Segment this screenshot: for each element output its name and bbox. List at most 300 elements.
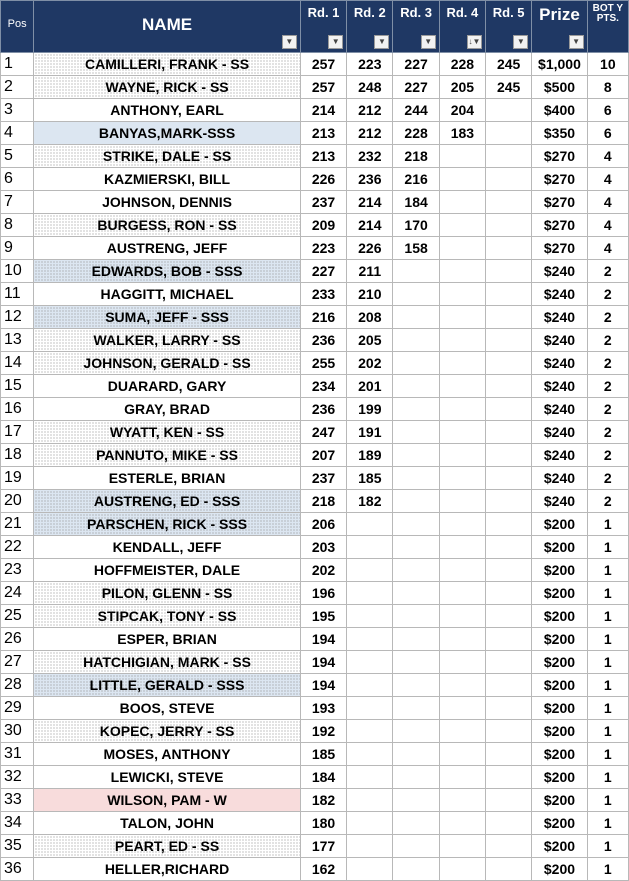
- cell-rd4[interactable]: [439, 467, 485, 490]
- cell-rd4[interactable]: [439, 490, 485, 513]
- cell-rd2[interactable]: 226: [347, 237, 393, 260]
- cell-pos[interactable]: 20: [1, 490, 34, 513]
- cell-boty[interactable]: 2: [587, 444, 628, 467]
- cell-prize[interactable]: $200: [532, 674, 587, 697]
- cell-pos[interactable]: 12: [1, 306, 34, 329]
- cell-boty[interactable]: 2: [587, 467, 628, 490]
- cell-name[interactable]: JOHNSON, GERALD - SS: [34, 352, 301, 375]
- cell-boty[interactable]: 8: [587, 76, 628, 99]
- cell-rd2[interactable]: 232: [347, 145, 393, 168]
- cell-rd3[interactable]: [393, 260, 439, 283]
- name-filter-dropdown-icon[interactable]: ▼: [282, 35, 297, 49]
- cell-prize[interactable]: $200: [532, 651, 587, 674]
- cell-rd2[interactable]: 182: [347, 490, 393, 513]
- cell-pos[interactable]: 18: [1, 444, 34, 467]
- cell-pos[interactable]: 19: [1, 467, 34, 490]
- cell-prize[interactable]: $200: [532, 812, 587, 835]
- cell-name[interactable]: AUSTRENG, JEFF: [34, 237, 301, 260]
- cell-rd2[interactable]: 212: [347, 99, 393, 122]
- cell-rd4[interactable]: 228: [439, 53, 485, 76]
- cell-pos[interactable]: 25: [1, 605, 34, 628]
- cell-rd3[interactable]: 216: [393, 168, 439, 191]
- cell-boty[interactable]: 2: [587, 329, 628, 352]
- cell-prize[interactable]: $200: [532, 582, 587, 605]
- rd1-filter-dropdown-icon[interactable]: ▼: [328, 35, 343, 49]
- cell-rd2[interactable]: [347, 835, 393, 858]
- cell-prize[interactable]: $270: [532, 168, 587, 191]
- cell-name[interactable]: DUARARD, GARY: [34, 375, 301, 398]
- cell-pos[interactable]: 24: [1, 582, 34, 605]
- cell-rd3[interactable]: 184: [393, 191, 439, 214]
- cell-prize[interactable]: $270: [532, 214, 587, 237]
- cell-prize[interactable]: $240: [532, 260, 587, 283]
- cell-name[interactable]: WALKER, LARRY - SS: [34, 329, 301, 352]
- cell-rd2[interactable]: [347, 858, 393, 881]
- cell-boty[interactable]: 2: [587, 375, 628, 398]
- cell-rd2[interactable]: 214: [347, 214, 393, 237]
- cell-boty[interactable]: 4: [587, 145, 628, 168]
- cell-name[interactable]: BOOS, STEVE: [34, 697, 301, 720]
- cell-rd1[interactable]: 218: [300, 490, 346, 513]
- cell-rd3[interactable]: 158: [393, 237, 439, 260]
- cell-pos[interactable]: 4: [1, 122, 34, 145]
- cell-rd1[interactable]: 202: [300, 559, 346, 582]
- cell-rd1[interactable]: 226: [300, 168, 346, 191]
- cell-rd2[interactable]: 208: [347, 306, 393, 329]
- cell-prize[interactable]: $240: [532, 329, 587, 352]
- cell-pos[interactable]: 11: [1, 283, 34, 306]
- cell-pos[interactable]: 16: [1, 398, 34, 421]
- cell-rd3[interactable]: [393, 490, 439, 513]
- cell-name[interactable]: ESTERLE, BRIAN: [34, 467, 301, 490]
- cell-boty[interactable]: 1: [587, 513, 628, 536]
- cell-rd5[interactable]: [486, 191, 532, 214]
- cell-pos[interactable]: 36: [1, 858, 34, 881]
- cell-rd1[interactable]: 182: [300, 789, 346, 812]
- cell-rd3[interactable]: [393, 513, 439, 536]
- cell-rd5[interactable]: [486, 697, 532, 720]
- cell-pos[interactable]: 9: [1, 237, 34, 260]
- cell-pos[interactable]: 6: [1, 168, 34, 191]
- cell-rd4[interactable]: [439, 835, 485, 858]
- cell-rd1[interactable]: 216: [300, 306, 346, 329]
- cell-rd3[interactable]: [393, 536, 439, 559]
- cell-rd1[interactable]: 209: [300, 214, 346, 237]
- cell-rd5[interactable]: [486, 536, 532, 559]
- cell-prize[interactable]: $200: [532, 720, 587, 743]
- cell-rd3[interactable]: [393, 398, 439, 421]
- cell-prize[interactable]: $200: [532, 513, 587, 536]
- cell-rd3[interactable]: 244: [393, 99, 439, 122]
- cell-boty[interactable]: 1: [587, 605, 628, 628]
- cell-name[interactable]: AUSTRENG, ED - SSS: [34, 490, 301, 513]
- cell-rd3[interactable]: [393, 720, 439, 743]
- cell-name[interactable]: PEART, ED - SS: [34, 835, 301, 858]
- cell-rd4[interactable]: [439, 260, 485, 283]
- cell-rd3[interactable]: [393, 582, 439, 605]
- cell-rd2[interactable]: 189: [347, 444, 393, 467]
- cell-rd1[interactable]: 214: [300, 99, 346, 122]
- cell-rd5[interactable]: [486, 283, 532, 306]
- cell-rd2[interactable]: [347, 674, 393, 697]
- cell-rd4[interactable]: [439, 651, 485, 674]
- cell-pos[interactable]: 27: [1, 651, 34, 674]
- cell-name[interactable]: PILON, GLENN - SS: [34, 582, 301, 605]
- cell-name[interactable]: TALON, JOHN: [34, 812, 301, 835]
- cell-rd5[interactable]: [486, 789, 532, 812]
- cell-rd1[interactable]: 255: [300, 352, 346, 375]
- cell-pos[interactable]: 35: [1, 835, 34, 858]
- cell-name[interactable]: WILSON, PAM - W: [34, 789, 301, 812]
- cell-rd5[interactable]: [486, 168, 532, 191]
- cell-rd1[interactable]: 223: [300, 237, 346, 260]
- cell-boty[interactable]: 4: [587, 191, 628, 214]
- cell-rd4[interactable]: [439, 283, 485, 306]
- cell-rd2[interactable]: [347, 513, 393, 536]
- cell-rd5[interactable]: [486, 628, 532, 651]
- cell-boty[interactable]: 4: [587, 214, 628, 237]
- cell-prize[interactable]: $270: [532, 237, 587, 260]
- cell-rd5[interactable]: [486, 720, 532, 743]
- cell-rd2[interactable]: 201: [347, 375, 393, 398]
- cell-rd4[interactable]: [439, 329, 485, 352]
- cell-rd1[interactable]: 236: [300, 329, 346, 352]
- cell-rd2[interactable]: [347, 651, 393, 674]
- cell-rd4[interactable]: [439, 444, 485, 467]
- cell-prize[interactable]: $240: [532, 352, 587, 375]
- cell-rd5[interactable]: [486, 766, 532, 789]
- cell-rd1[interactable]: 177: [300, 835, 346, 858]
- cell-name[interactable]: BURGESS, RON - SS: [34, 214, 301, 237]
- cell-name[interactable]: HATCHIGIAN, MARK - SS: [34, 651, 301, 674]
- cell-rd5[interactable]: [486, 237, 532, 260]
- cell-rd2[interactable]: 185: [347, 467, 393, 490]
- cell-rd3[interactable]: 227: [393, 53, 439, 76]
- cell-boty[interactable]: 1: [587, 674, 628, 697]
- cell-name[interactable]: KENDALL, JEFF: [34, 536, 301, 559]
- cell-prize[interactable]: $350: [532, 122, 587, 145]
- cell-pos[interactable]: 22: [1, 536, 34, 559]
- cell-prize[interactable]: $240: [532, 283, 587, 306]
- cell-rd1[interactable]: 184: [300, 766, 346, 789]
- cell-rd3[interactable]: [393, 605, 439, 628]
- cell-rd1[interactable]: 213: [300, 122, 346, 145]
- cell-boty[interactable]: 1: [587, 697, 628, 720]
- cell-pos[interactable]: 13: [1, 329, 34, 352]
- cell-rd4[interactable]: [439, 789, 485, 812]
- cell-boty[interactable]: 1: [587, 789, 628, 812]
- cell-boty[interactable]: 4: [587, 168, 628, 191]
- cell-pos[interactable]: 31: [1, 743, 34, 766]
- cell-name[interactable]: BANYAS,MARK-SSS: [34, 122, 301, 145]
- cell-boty[interactable]: 2: [587, 398, 628, 421]
- cell-boty[interactable]: 1: [587, 720, 628, 743]
- cell-rd3[interactable]: [393, 306, 439, 329]
- cell-rd1[interactable]: 207: [300, 444, 346, 467]
- rd4-sort-filter-icon[interactable]: ↓▼: [467, 35, 482, 49]
- cell-pos[interactable]: 14: [1, 352, 34, 375]
- cell-rd2[interactable]: [347, 789, 393, 812]
- cell-rd4[interactable]: [439, 306, 485, 329]
- cell-rd5[interactable]: 245: [486, 76, 532, 99]
- cell-name[interactable]: EDWARDS, BOB - SSS: [34, 260, 301, 283]
- cell-rd5[interactable]: [486, 352, 532, 375]
- cell-rd3[interactable]: [393, 697, 439, 720]
- cell-rd1[interactable]: 237: [300, 191, 346, 214]
- cell-rd5[interactable]: [486, 559, 532, 582]
- cell-rd5[interactable]: [486, 835, 532, 858]
- cell-name[interactable]: KAZMIERSKI, BILL: [34, 168, 301, 191]
- cell-pos[interactable]: 17: [1, 421, 34, 444]
- cell-rd4[interactable]: [439, 743, 485, 766]
- cell-pos[interactable]: 8: [1, 214, 34, 237]
- cell-name[interactable]: LITTLE, GERALD - SSS: [34, 674, 301, 697]
- cell-rd5[interactable]: [486, 99, 532, 122]
- cell-rd4[interactable]: [439, 697, 485, 720]
- cell-rd2[interactable]: 236: [347, 168, 393, 191]
- cell-rd2[interactable]: 212: [347, 122, 393, 145]
- cell-name[interactable]: SUMA, JEFF - SSS: [34, 306, 301, 329]
- cell-rd3[interactable]: [393, 674, 439, 697]
- cell-rd5[interactable]: [486, 306, 532, 329]
- cell-rd4[interactable]: [439, 812, 485, 835]
- cell-rd4[interactable]: [439, 237, 485, 260]
- cell-rd2[interactable]: 248: [347, 76, 393, 99]
- cell-rd2[interactable]: [347, 628, 393, 651]
- cell-rd3[interactable]: [393, 559, 439, 582]
- cell-rd2[interactable]: [347, 812, 393, 835]
- cell-rd5[interactable]: [486, 513, 532, 536]
- cell-rd2[interactable]: [347, 743, 393, 766]
- cell-rd1[interactable]: 237: [300, 467, 346, 490]
- cell-rd5[interactable]: [486, 812, 532, 835]
- cell-prize[interactable]: $200: [532, 835, 587, 858]
- cell-rd4[interactable]: [439, 559, 485, 582]
- cell-rd5[interactable]: [486, 467, 532, 490]
- cell-prize[interactable]: $200: [532, 559, 587, 582]
- cell-pos[interactable]: 10: [1, 260, 34, 283]
- cell-boty[interactable]: 2: [587, 352, 628, 375]
- cell-boty[interactable]: 1: [587, 536, 628, 559]
- cell-rd4[interactable]: [439, 421, 485, 444]
- cell-rd2[interactable]: [347, 536, 393, 559]
- cell-prize[interactable]: $200: [532, 743, 587, 766]
- cell-prize[interactable]: $240: [532, 398, 587, 421]
- cell-pos[interactable]: 5: [1, 145, 34, 168]
- cell-rd1[interactable]: 193: [300, 697, 346, 720]
- cell-pos[interactable]: 7: [1, 191, 34, 214]
- cell-rd4[interactable]: [439, 605, 485, 628]
- cell-rd1[interactable]: 236: [300, 398, 346, 421]
- cell-name[interactable]: STIPCAK, TONY - SS: [34, 605, 301, 628]
- cell-rd4[interactable]: [439, 352, 485, 375]
- cell-rd3[interactable]: [393, 421, 439, 444]
- cell-boty[interactable]: 2: [587, 260, 628, 283]
- rd2-filter-dropdown-icon[interactable]: ▼: [374, 35, 389, 49]
- cell-rd3[interactable]: 170: [393, 214, 439, 237]
- cell-rd1[interactable]: 257: [300, 76, 346, 99]
- cell-prize[interactable]: $200: [532, 697, 587, 720]
- cell-rd2[interactable]: [347, 605, 393, 628]
- cell-prize[interactable]: $240: [532, 421, 587, 444]
- cell-rd4[interactable]: [439, 858, 485, 881]
- cell-rd3[interactable]: [393, 283, 439, 306]
- cell-rd1[interactable]: 203: [300, 536, 346, 559]
- cell-rd2[interactable]: [347, 720, 393, 743]
- cell-name[interactable]: WAYNE, RICK - SS: [34, 76, 301, 99]
- cell-rd2[interactable]: 214: [347, 191, 393, 214]
- cell-prize[interactable]: $270: [532, 191, 587, 214]
- cell-rd3[interactable]: [393, 375, 439, 398]
- cell-rd5[interactable]: [486, 214, 532, 237]
- cell-boty[interactable]: 1: [587, 835, 628, 858]
- cell-rd1[interactable]: 247: [300, 421, 346, 444]
- cell-prize[interactable]: $200: [532, 789, 587, 812]
- cell-rd3[interactable]: 218: [393, 145, 439, 168]
- cell-boty[interactable]: 6: [587, 99, 628, 122]
- cell-name[interactable]: HOFFMEISTER, DALE: [34, 559, 301, 582]
- cell-name[interactable]: PANNUTO, MIKE - SS: [34, 444, 301, 467]
- cell-rd5[interactable]: [486, 444, 532, 467]
- rd5-filter-dropdown-icon[interactable]: ▼: [513, 35, 528, 49]
- cell-rd4[interactable]: [439, 720, 485, 743]
- cell-pos[interactable]: 30: [1, 720, 34, 743]
- cell-boty[interactable]: 4: [587, 237, 628, 260]
- cell-prize[interactable]: $200: [532, 766, 587, 789]
- cell-boty[interactable]: 6: [587, 122, 628, 145]
- cell-prize[interactable]: $240: [532, 306, 587, 329]
- cell-rd4[interactable]: [439, 674, 485, 697]
- cell-rd1[interactable]: 162: [300, 858, 346, 881]
- cell-rd5[interactable]: [486, 260, 532, 283]
- cell-prize[interactable]: $270: [532, 145, 587, 168]
- cell-rd3[interactable]: [393, 329, 439, 352]
- cell-rd1[interactable]: 194: [300, 651, 346, 674]
- cell-boty[interactable]: 1: [587, 812, 628, 835]
- cell-rd4[interactable]: [439, 168, 485, 191]
- cell-name[interactable]: HAGGITT, MICHAEL: [34, 283, 301, 306]
- cell-name[interactable]: STRIKE, DALE - SS: [34, 145, 301, 168]
- cell-rd4[interactable]: [439, 766, 485, 789]
- cell-rd3[interactable]: [393, 766, 439, 789]
- cell-prize[interactable]: $1,000: [532, 53, 587, 76]
- cell-pos[interactable]: 28: [1, 674, 34, 697]
- cell-pos[interactable]: 23: [1, 559, 34, 582]
- cell-rd1[interactable]: 185: [300, 743, 346, 766]
- cell-rd4[interactable]: [439, 582, 485, 605]
- cell-prize[interactable]: $500: [532, 76, 587, 99]
- cell-rd2[interactable]: [347, 582, 393, 605]
- cell-prize[interactable]: $240: [532, 444, 587, 467]
- cell-rd2[interactable]: 205: [347, 329, 393, 352]
- cell-rd5[interactable]: [486, 421, 532, 444]
- cell-rd5[interactable]: [486, 122, 532, 145]
- cell-name[interactable]: LEWICKI, STEVE: [34, 766, 301, 789]
- cell-name[interactable]: ESPER, BRIAN: [34, 628, 301, 651]
- cell-boty[interactable]: 1: [587, 651, 628, 674]
- cell-boty[interactable]: 1: [587, 766, 628, 789]
- prize-filter-dropdown-icon[interactable]: ▼: [569, 35, 584, 49]
- cell-boty[interactable]: 1: [587, 743, 628, 766]
- cell-boty[interactable]: 1: [587, 559, 628, 582]
- cell-rd3[interactable]: [393, 858, 439, 881]
- rd3-filter-dropdown-icon[interactable]: ▼: [421, 35, 436, 49]
- cell-rd1[interactable]: 194: [300, 628, 346, 651]
- cell-rd2[interactable]: 191: [347, 421, 393, 444]
- cell-rd1[interactable]: 234: [300, 375, 346, 398]
- cell-pos[interactable]: 29: [1, 697, 34, 720]
- cell-boty[interactable]: 1: [587, 582, 628, 605]
- cell-rd1[interactable]: 195: [300, 605, 346, 628]
- cell-rd3[interactable]: 227: [393, 76, 439, 99]
- cell-rd2[interactable]: 211: [347, 260, 393, 283]
- cell-rd3[interactable]: [393, 467, 439, 490]
- cell-prize[interactable]: $200: [532, 605, 587, 628]
- cell-rd1[interactable]: 196: [300, 582, 346, 605]
- cell-rd1[interactable]: 194: [300, 674, 346, 697]
- cell-rd3[interactable]: [393, 651, 439, 674]
- cell-rd3[interactable]: [393, 743, 439, 766]
- cell-prize[interactable]: $200: [532, 628, 587, 651]
- cell-rd4[interactable]: [439, 513, 485, 536]
- cell-rd4[interactable]: 205: [439, 76, 485, 99]
- cell-rd3[interactable]: [393, 835, 439, 858]
- cell-name[interactable]: KOPEC, JERRY - SS: [34, 720, 301, 743]
- cell-rd5[interactable]: [486, 858, 532, 881]
- cell-rd5[interactable]: [486, 743, 532, 766]
- cell-rd2[interactable]: [347, 697, 393, 720]
- cell-rd5[interactable]: [486, 651, 532, 674]
- cell-rd5[interactable]: [486, 145, 532, 168]
- cell-name[interactable]: JOHNSON, DENNIS: [34, 191, 301, 214]
- cell-rd4[interactable]: 183: [439, 122, 485, 145]
- cell-rd3[interactable]: [393, 812, 439, 835]
- cell-rd1[interactable]: 227: [300, 260, 346, 283]
- cell-rd2[interactable]: 199: [347, 398, 393, 421]
- cell-boty[interactable]: 2: [587, 306, 628, 329]
- cell-pos[interactable]: 26: [1, 628, 34, 651]
- cell-boty[interactable]: 10: [587, 53, 628, 76]
- cell-pos[interactable]: 3: [1, 99, 34, 122]
- cell-pos[interactable]: 2: [1, 76, 34, 99]
- cell-rd1[interactable]: 180: [300, 812, 346, 835]
- cell-rd3[interactable]: [393, 628, 439, 651]
- cell-rd5[interactable]: 245: [486, 53, 532, 76]
- cell-rd3[interactable]: [393, 789, 439, 812]
- cell-pos[interactable]: 15: [1, 375, 34, 398]
- cell-rd5[interactable]: [486, 375, 532, 398]
- cell-rd4[interactable]: [439, 628, 485, 651]
- cell-rd5[interactable]: [486, 329, 532, 352]
- cell-pos[interactable]: 33: [1, 789, 34, 812]
- cell-rd4[interactable]: [439, 145, 485, 168]
- cell-rd1[interactable]: 192: [300, 720, 346, 743]
- cell-pos[interactable]: 21: [1, 513, 34, 536]
- cell-rd5[interactable]: [486, 605, 532, 628]
- cell-pos[interactable]: 32: [1, 766, 34, 789]
- cell-rd4[interactable]: [439, 398, 485, 421]
- cell-name[interactable]: WYATT, KEN - SS: [34, 421, 301, 444]
- cell-rd2[interactable]: 210: [347, 283, 393, 306]
- cell-rd3[interactable]: 228: [393, 122, 439, 145]
- cell-rd2[interactable]: 223: [347, 53, 393, 76]
- cell-rd1[interactable]: 233: [300, 283, 346, 306]
- cell-name[interactable]: PARSCHEN, RICK - SSS: [34, 513, 301, 536]
- cell-boty[interactable]: 2: [587, 490, 628, 513]
- cell-rd4[interactable]: [439, 191, 485, 214]
- cell-prize[interactable]: $240: [532, 375, 587, 398]
- cell-name[interactable]: MOSES, ANTHONY: [34, 743, 301, 766]
